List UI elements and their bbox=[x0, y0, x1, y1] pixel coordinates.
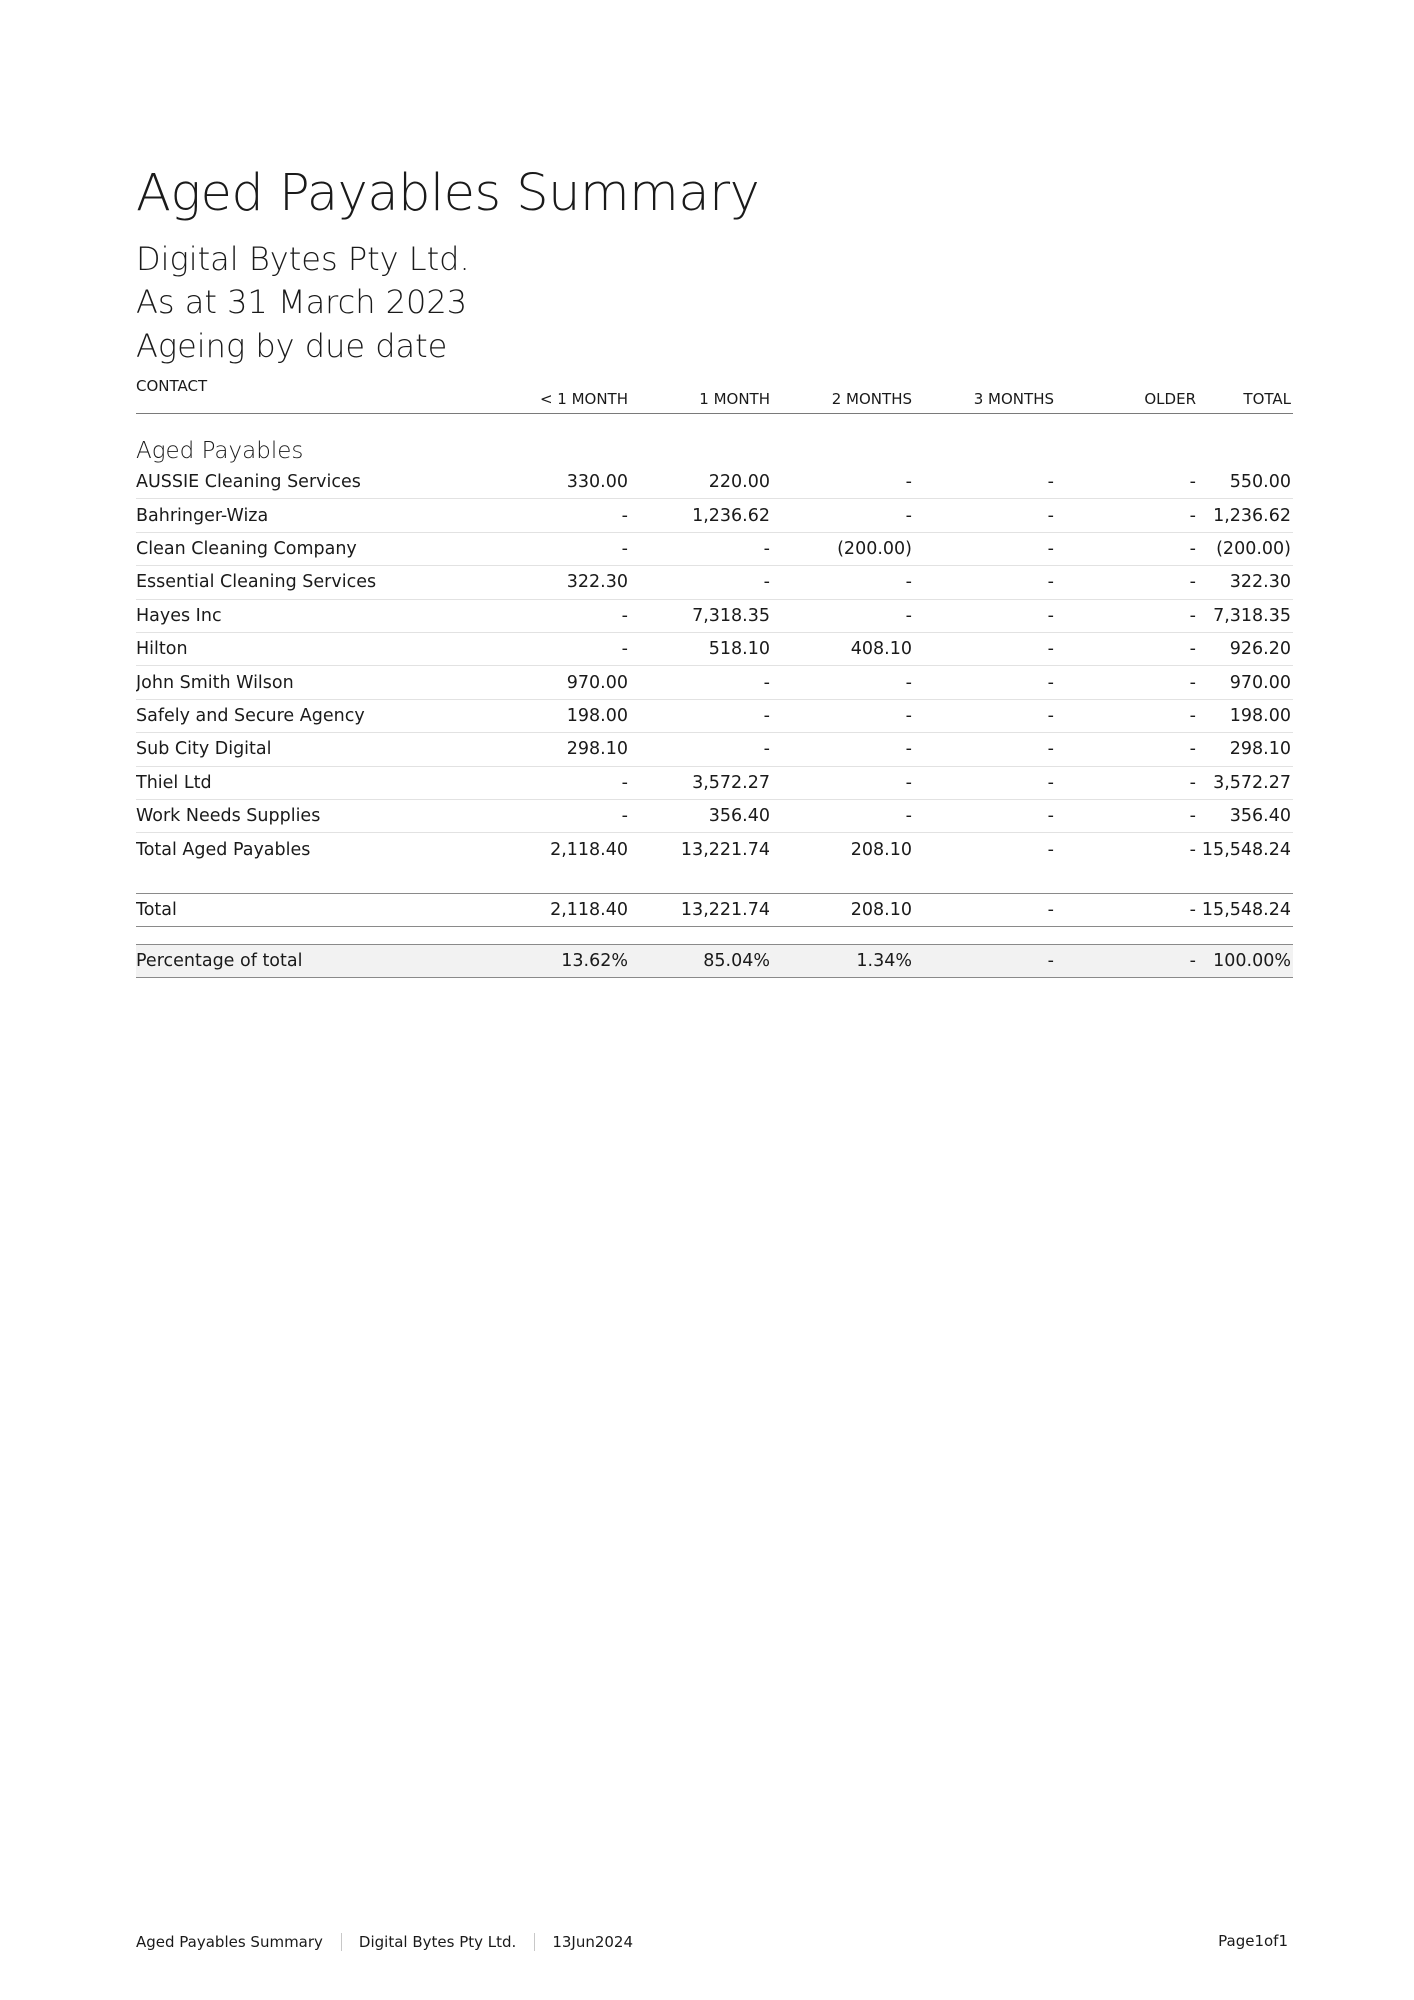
amount-cell-two-months: - bbox=[772, 766, 914, 799]
amount-cell-two-months: - bbox=[772, 799, 914, 832]
amount-cell-older: - bbox=[1056, 599, 1198, 632]
amount-cell-lt-1-month: - bbox=[488, 799, 630, 832]
section-heading-row bbox=[136, 414, 1293, 467]
amount-cell-one-month: - bbox=[630, 532, 772, 565]
amount-cell-total: 15,548.24 bbox=[1198, 894, 1293, 927]
amount-cell-two-months: - bbox=[772, 466, 914, 499]
amount-cell-lt-1-month: - bbox=[488, 632, 630, 665]
contact-cell: Essential Cleaning Services bbox=[136, 566, 488, 599]
amount-cell-three-months: - bbox=[914, 599, 1056, 632]
amount-cell-total: 322.30 bbox=[1198, 566, 1293, 599]
amount-cell-three-months: - bbox=[914, 532, 1056, 565]
column-header-3-months: 3 MONTHS bbox=[914, 375, 1056, 414]
amount-cell-two-months: - bbox=[772, 599, 914, 632]
amount-cell-total: 15,548.24 bbox=[1201, 840, 1291, 861]
contact-cell: Hayes Inc bbox=[136, 599, 488, 632]
amount-cell-three-months: - bbox=[914, 733, 1056, 766]
amount-cell-lt-1-month: - bbox=[488, 532, 630, 565]
table-row bbox=[136, 532, 1293, 565]
amount-cell-lt-1-month: 2,118.40 bbox=[550, 840, 628, 861]
column-header-total: TOTAL bbox=[1198, 375, 1293, 414]
amount-cell-two-months: - bbox=[772, 699, 914, 732]
amount-cell-older: - bbox=[1056, 499, 1198, 532]
amount-cell-total: 3,572.27 bbox=[1198, 766, 1293, 799]
table-row bbox=[136, 566, 1293, 599]
amount-cell-lt-1-month: 330.00 bbox=[488, 466, 630, 499]
amount-cell-one-month: - bbox=[630, 699, 772, 732]
section-subtotal-row bbox=[136, 833, 1293, 868]
amount-cell-two-months: 208.10 bbox=[772, 894, 914, 927]
aged-payables-table bbox=[136, 375, 1293, 978]
amount-cell-three-months: - bbox=[914, 766, 1056, 799]
table-spacer-cell bbox=[136, 927, 1293, 945]
amount-cell-older: - bbox=[1056, 466, 1198, 499]
amount-cell-two-months: (200.00) bbox=[772, 532, 914, 565]
amount-cell-total: 298.10 bbox=[1198, 733, 1293, 766]
amount-cell-two-months: - bbox=[772, 666, 914, 699]
amount-cell-older: - bbox=[1056, 699, 1198, 732]
amount-cell-older: - bbox=[1056, 799, 1198, 832]
amount-cell-older: - bbox=[1056, 733, 1198, 766]
amount-cell-total: 198.00 bbox=[1198, 699, 1293, 732]
column-header-contact: CONTACT bbox=[136, 375, 488, 414]
contact-cell: John Smith Wilson bbox=[136, 666, 488, 699]
amount-cell-one-month: 1,236.62 bbox=[630, 499, 772, 532]
section-heading: Aged Payables bbox=[136, 438, 304, 464]
contact-cell: Bahringer-Wiza bbox=[136, 499, 488, 532]
column-header-lt-1-month: < 1 MONTH bbox=[488, 375, 630, 414]
table-row bbox=[136, 466, 1293, 499]
contact-cell: AUSSIE Cleaning Services bbox=[136, 466, 488, 499]
contact-cell: Hilton bbox=[136, 632, 488, 665]
footer-company: Digital Bytes Pty Ltd. bbox=[358, 1932, 517, 1951]
amount-cell-two-months: 408.10 bbox=[772, 632, 914, 665]
amount-cell-lt-1-month: 970.00 bbox=[488, 666, 630, 699]
amount-cell-three-months: - bbox=[914, 499, 1056, 532]
table-spacer bbox=[136, 867, 1293, 894]
table-row bbox=[136, 766, 1293, 799]
ageing-basis: Ageing by due date bbox=[136, 327, 448, 365]
report-date: As at 31 March 2023 bbox=[136, 283, 468, 321]
amount-cell-one-month: - bbox=[630, 733, 772, 766]
page-footer bbox=[136, 1932, 1288, 1951]
amount-cell-lt-1-month: 198.00 bbox=[488, 699, 630, 732]
amount-cell-older: - bbox=[1056, 945, 1198, 978]
column-header-older: OLDER bbox=[1056, 375, 1198, 414]
footer-report-name: Aged Payables Summary bbox=[136, 1932, 323, 1951]
table-row bbox=[136, 632, 1293, 665]
company-name: Digital Bytes Pty Ltd. bbox=[136, 240, 470, 278]
table-spacer bbox=[136, 927, 1293, 945]
amount-cell-one-month: 518.10 bbox=[630, 632, 772, 665]
amount-cell-older: - bbox=[1056, 894, 1198, 927]
table-row bbox=[136, 499, 1293, 532]
amount-cell-total: 1,236.62 bbox=[1198, 499, 1293, 532]
report-title: Aged Payables Summary bbox=[136, 164, 760, 223]
amount-cell-lt-1-month: 13.62% bbox=[488, 945, 630, 978]
table-spacer-cell bbox=[136, 867, 1293, 894]
amount-cell-two-months: - bbox=[772, 566, 914, 599]
amount-cell-one-month: 13,221.74 bbox=[630, 894, 772, 927]
grand-total-row bbox=[136, 894, 1293, 927]
contact-cell: Thiel Ltd bbox=[136, 766, 488, 799]
amount-cell-one-month: 85.04% bbox=[630, 945, 772, 978]
table-row bbox=[136, 666, 1293, 699]
amount-cell-two-months: - bbox=[772, 499, 914, 532]
amount-cell-one-month: 356.40 bbox=[630, 799, 772, 832]
column-header-2-months: 2 MONTHS bbox=[772, 375, 914, 414]
contact-cell: Total bbox=[136, 894, 488, 927]
amount-cell-total: 356.40 bbox=[1198, 799, 1293, 832]
footer-separator bbox=[341, 1933, 342, 1951]
contact-cell: Work Needs Supplies bbox=[136, 799, 488, 832]
amount-cell-total: 926.20 bbox=[1198, 632, 1293, 665]
report-page bbox=[136, 0, 1291, 2000]
amount-cell-three-months: - bbox=[914, 666, 1056, 699]
amount-cell-older: - bbox=[1056, 532, 1198, 565]
amount-cell-total: 100.00% bbox=[1198, 945, 1293, 978]
amount-cell-three-months: - bbox=[914, 566, 1056, 599]
table-row bbox=[136, 699, 1293, 732]
table-row bbox=[136, 733, 1293, 766]
amount-cell-total: 970.00 bbox=[1198, 666, 1293, 699]
percentage-row bbox=[136, 945, 1293, 978]
contact-cell: Sub City Digital bbox=[136, 733, 488, 766]
amount-cell-three-months: - bbox=[914, 699, 1056, 732]
amount-cell-three-months: - bbox=[914, 894, 1056, 927]
amount-cell-older: - bbox=[1056, 666, 1198, 699]
amount-cell-one-month: 220.00 bbox=[630, 466, 772, 499]
amount-cell-older: - bbox=[1056, 566, 1198, 599]
amount-cell-one-month: 3,572.27 bbox=[630, 766, 772, 799]
amount-cell-three-months: - bbox=[914, 799, 1056, 832]
amount-cell-one-month: 7,318.35 bbox=[630, 599, 772, 632]
amount-cell-lt-1-month: 2,118.40 bbox=[488, 894, 630, 927]
amount-cell-lt-1-month: 322.30 bbox=[488, 566, 630, 599]
table-row bbox=[136, 599, 1293, 632]
amount-cell-one-month: - bbox=[630, 666, 772, 699]
contact-cell: Total Aged Payables bbox=[136, 840, 311, 861]
footer-date: 13Jun2024 bbox=[552, 1932, 634, 1951]
amount-cell-total: (200.00) bbox=[1198, 532, 1293, 565]
column-header-1-month: 1 MONTH bbox=[630, 375, 772, 414]
footer-separator bbox=[534, 1933, 535, 1951]
amount-cell-older: - bbox=[1056, 632, 1198, 665]
amount-cell-one-month: - bbox=[630, 566, 772, 599]
table-row bbox=[136, 799, 1293, 832]
contact-cell: Clean Cleaning Company bbox=[136, 532, 488, 565]
amount-cell-two-months: 208.10 bbox=[850, 840, 912, 861]
amount-cell-lt-1-month: - bbox=[488, 599, 630, 632]
amount-cell-two-months: 1.34% bbox=[772, 945, 914, 978]
amount-cell-lt-1-month: - bbox=[488, 766, 630, 799]
amount-cell-three-months: - bbox=[914, 466, 1056, 499]
amount-cell-lt-1-month: 298.10 bbox=[488, 733, 630, 766]
amount-cell-one-month: 13,221.74 bbox=[680, 840, 770, 861]
footer-page-number: Page1of1 bbox=[1218, 1932, 1288, 1950]
amount-cell-three-months: - bbox=[914, 632, 1056, 665]
amount-cell-two-months: - bbox=[772, 733, 914, 766]
contact-cell: Safely and Secure Agency bbox=[136, 699, 488, 732]
amount-cell-older: - bbox=[1056, 766, 1198, 799]
amount-cell-total: 7,318.35 bbox=[1198, 599, 1293, 632]
amount-cell-total: 550.00 bbox=[1198, 466, 1293, 499]
contact-cell: Percentage of total bbox=[136, 945, 488, 978]
amount-cell-older: - bbox=[1189, 840, 1196, 861]
amount-cell-lt-1-month: - bbox=[488, 499, 630, 532]
amount-cell-three-months: - bbox=[914, 945, 1056, 978]
table-header-row bbox=[136, 375, 1293, 414]
amount-cell-three-months: - bbox=[1047, 840, 1054, 861]
